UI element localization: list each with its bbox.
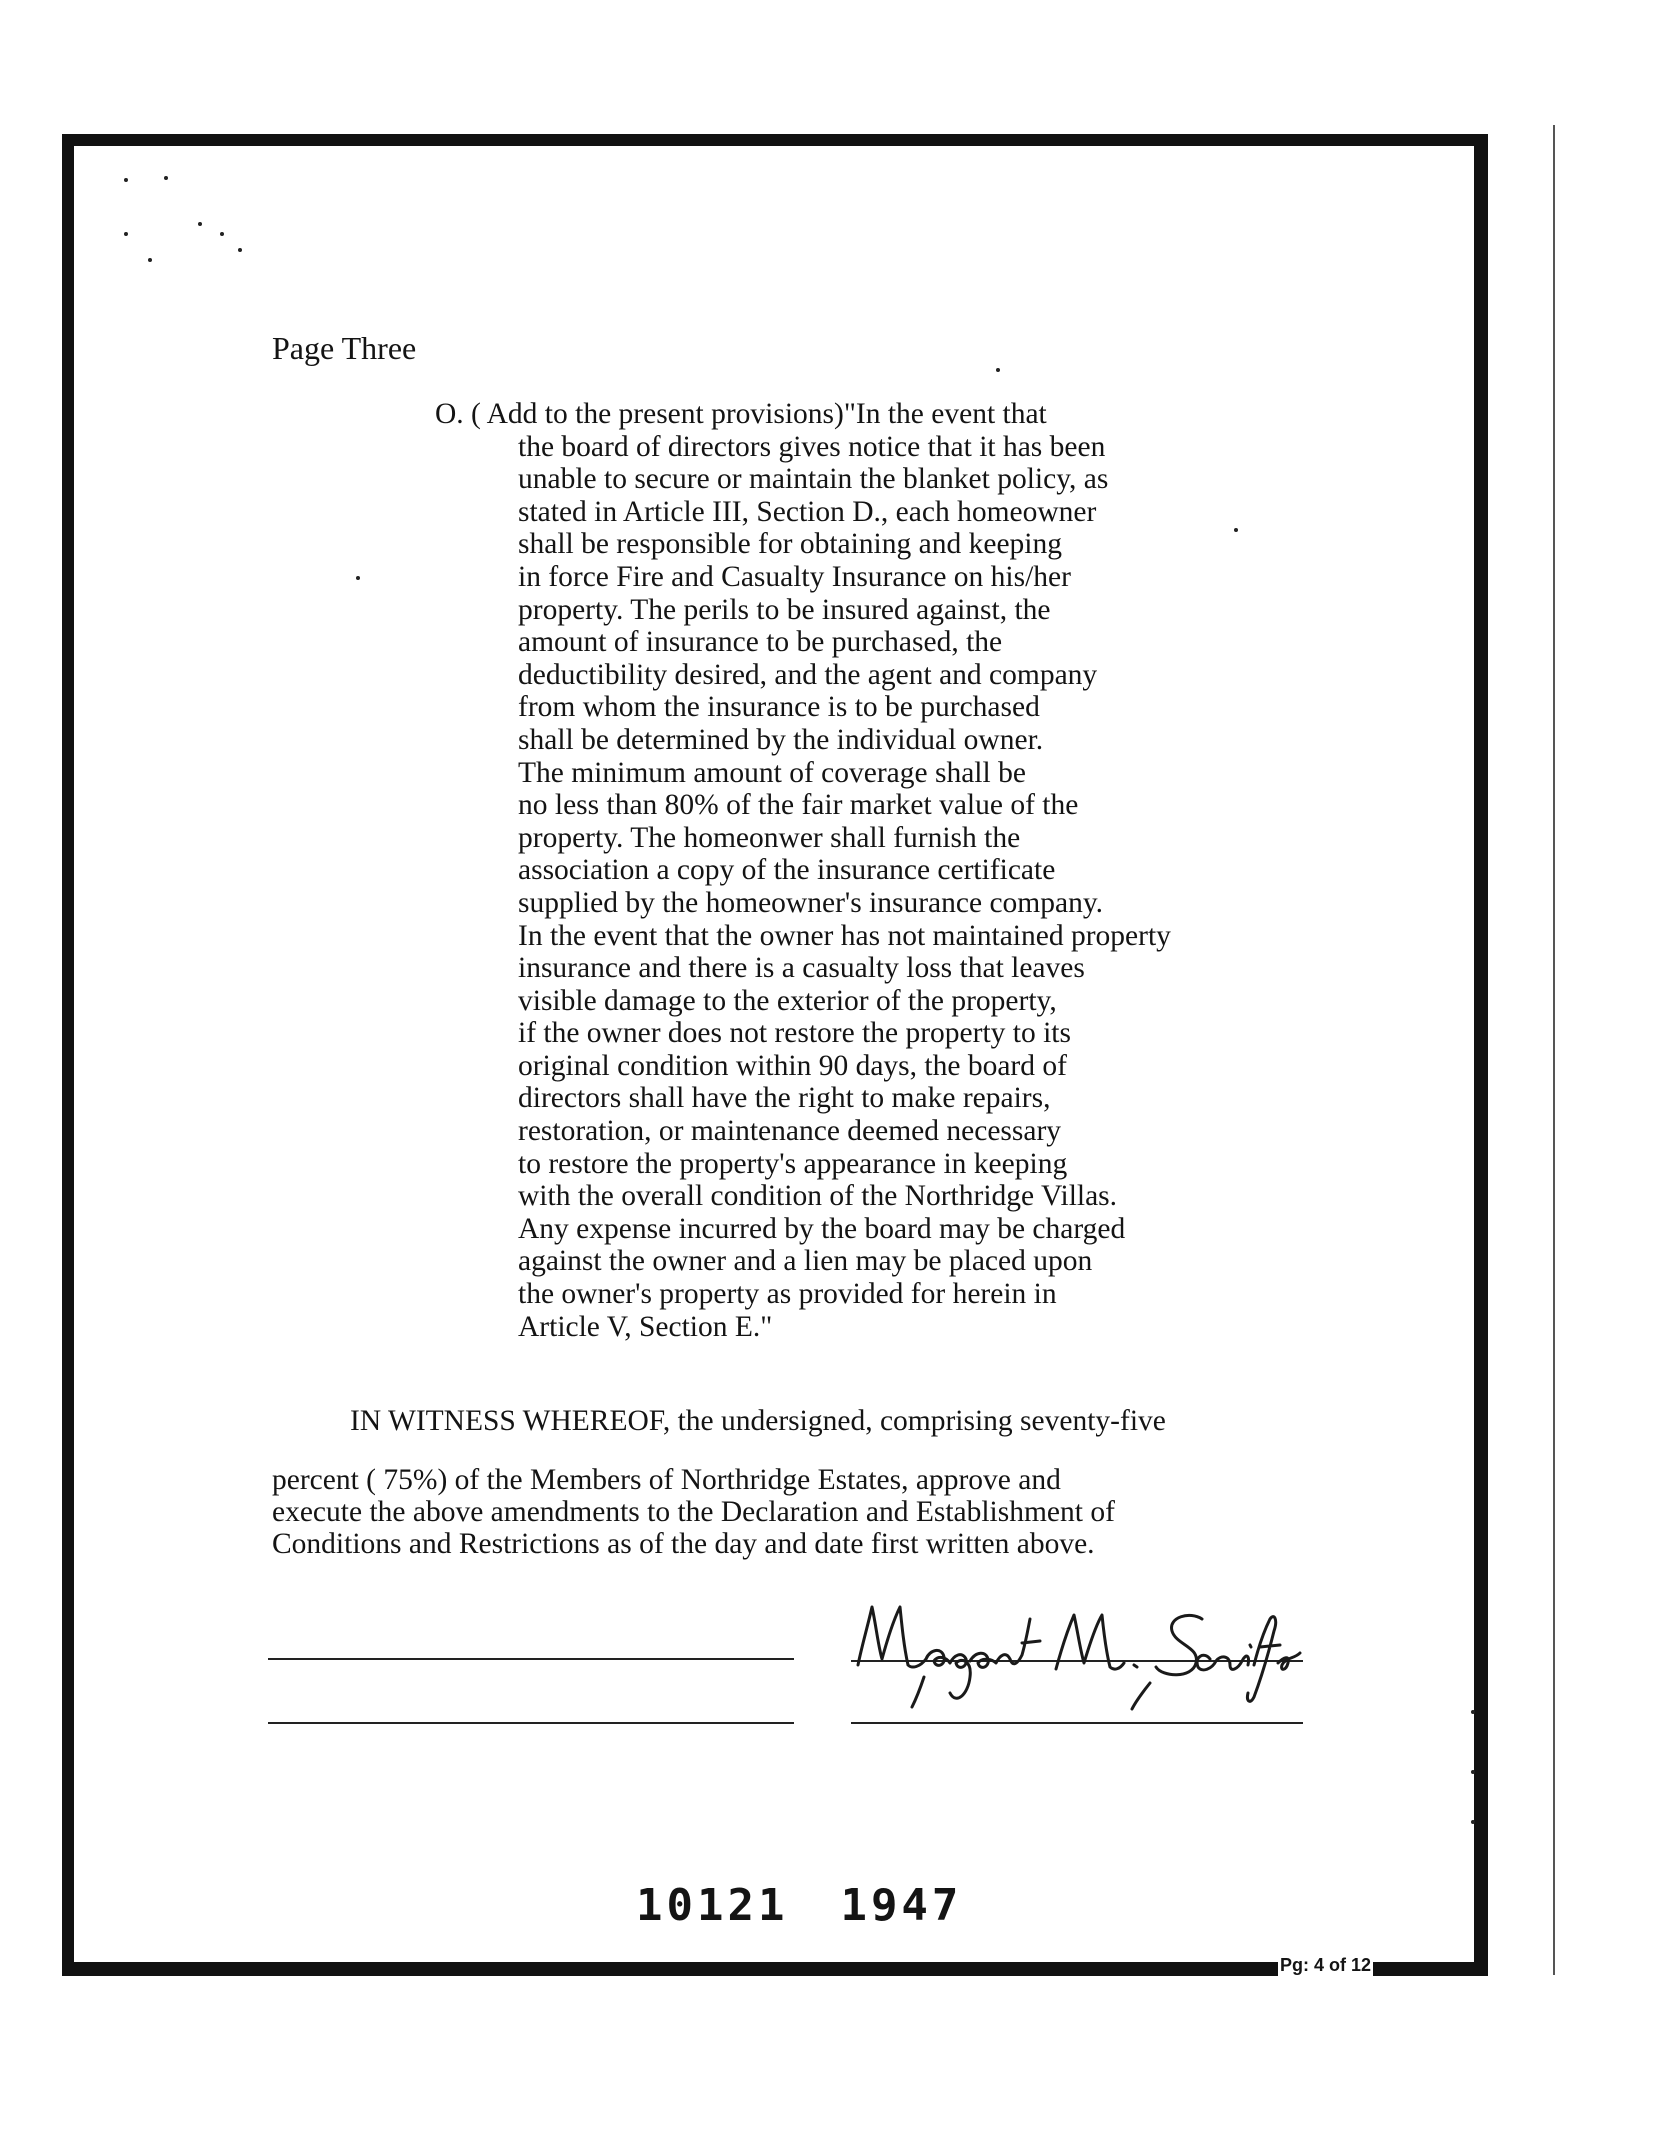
witness-line: percent ( 75%) of the Members of Northridge Estates, approve and [272,1464,1061,1496]
clause-line: amount of insurance to be purchased, the [518,626,1003,659]
record-page-number: 1947 [840,1880,963,1931]
scan-edge-rule [1553,125,1555,1975]
clause-line: from whom the insurance is to be purchased [518,691,1040,724]
signature-line-right-2 [851,1722,1303,1724]
witness-first-line: IN WITNESS WHEREOF, the undersigned, comprising seventy-five [350,1405,1166,1437]
clause-line: the board of directors gives notice that it has been [518,430,1106,463]
clause-line: no less than 80% of the fair market value of the [518,789,1079,822]
scan-speck [238,248,242,252]
clause-line: deductibility desired, and the agent and company [518,658,1098,691]
clause-line: with the overall condition of the Northridge Villas. [518,1180,1118,1213]
clause-line: association a copy of the insurance certificate [518,854,1056,887]
signature-line-left-2 [268,1722,794,1724]
clause-line: Article V, Section E." [518,1310,773,1343]
scan-speck [1471,1820,1475,1824]
page-label: Page Three [272,330,417,366]
clause-line: shall be responsible for obtaining and keeping [518,528,1062,561]
signature-line-left-1 [268,1658,794,1660]
scan-speck [1471,1710,1475,1714]
clause-line: against the owner and a lien may be placed upon [518,1245,1093,1278]
clause-line: unable to secure or maintain the blanket policy, as [518,463,1109,496]
clause-line: insurance and there is a casualty loss that leaves [518,952,1085,985]
recording-number [636,1880,962,1931]
document-frame-bottom [62,1962,1488,1976]
witness-line: execute the above amendments to the Declaration and Establishment of [272,1496,1115,1528]
clause-body [435,431,1171,1344]
scan-speck [356,576,360,580]
document-frame-right [1474,134,1488,1976]
clause-line: to restore the property's appearance in keeping [518,1147,1068,1180]
witness-paragraph [272,1405,1166,1560]
clause-line: supplied by the homeowner's insurance company. [518,886,1104,919]
clause-line: In the event that the owner has not maintained property [518,919,1171,952]
clause-line: in force Fire and Casualty Insurance on his/her [518,560,1071,593]
record-book-number: 10121 [636,1880,789,1931]
clause-line: Any expense incurred by the board may be charged [518,1212,1126,1245]
scan-speck [1471,1770,1475,1774]
clause-line: directors shall have the right to make repairs, [518,1082,1051,1115]
clause-line: visible damage to the exterior of the property, [518,984,1057,1017]
witness-line: Conditions and Restrictions as of the day and date first written above. [272,1528,1095,1560]
document-frame-left [62,134,74,1976]
page-indicator: Pg: 4 of 12 [1280,1955,1372,1975]
scan-speck [198,222,202,226]
clause-line: shall be determined by the individual owner. [518,723,1044,756]
clause-line: property. The perils to be insured against, the [518,593,1051,626]
clause-line: stated in Article III, Section D., each homeowner [518,495,1097,528]
handwritten-signature [850,1585,1310,1715]
scan-speck [164,176,168,180]
clause-line: original condition within 90 days, the board of [518,1049,1067,1082]
clause-first-line: O. ( Add to the present provisions)"In the event that [435,398,1047,430]
scan-speck [148,258,152,262]
scan-speck [124,178,128,182]
document-frame-top [62,134,1487,146]
clause-line: The minimum amount of coverage shall be [518,756,1026,789]
clause-line: the owner's property as provided for herein in [518,1278,1057,1311]
clause-line: if the owner does not restore the property to its [518,1017,1071,1050]
scan-speck [124,232,128,236]
scan-speck [220,232,224,236]
clause-line: property. The homeonwer shall furnish the [518,821,1021,854]
amendment-clause [435,398,1171,1343]
clause-line: restoration, or maintenance deemed necessary [518,1115,1062,1148]
scan-speck [1234,528,1238,532]
scan-speck [996,368,1000,372]
